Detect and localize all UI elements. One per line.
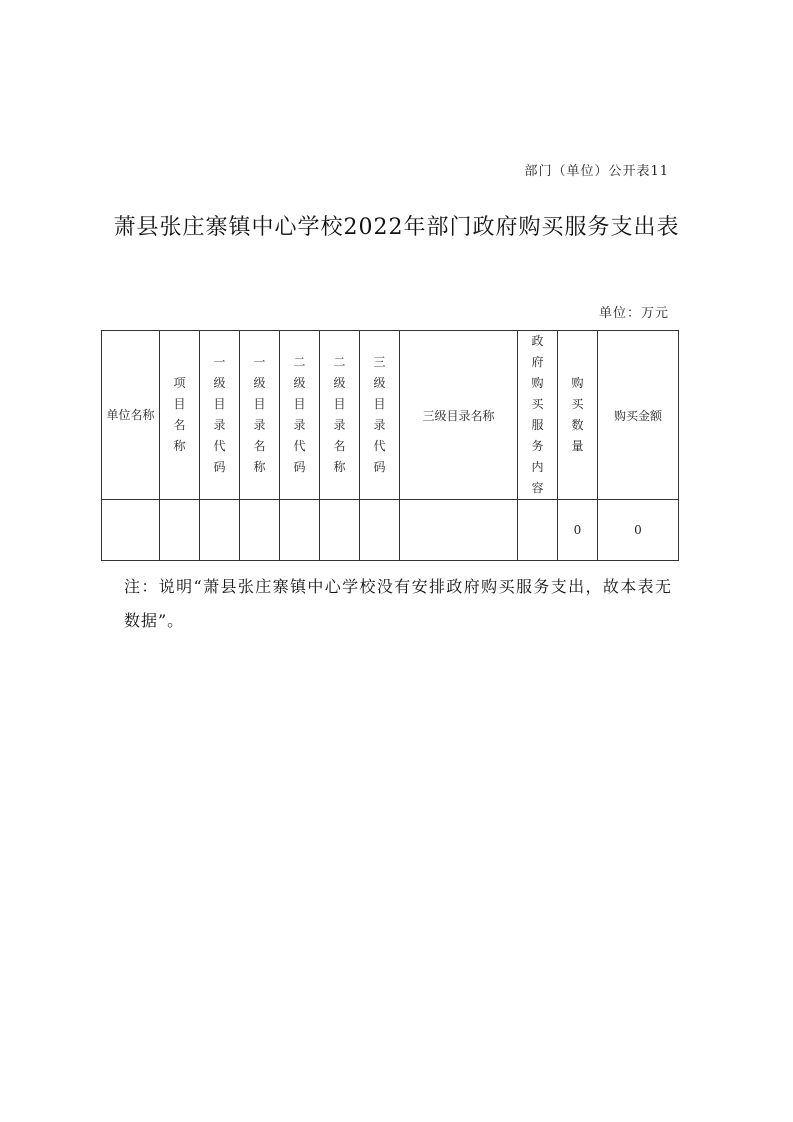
header-level2-name: 二级目录名称 xyxy=(320,331,360,500)
header-level3-code: 三级目录代码 xyxy=(360,331,400,500)
header-project-name: 项目名称 xyxy=(160,331,200,500)
cell-project-name xyxy=(160,500,200,561)
header-service-content: 政府购买服务内容 xyxy=(518,331,558,500)
cell-level1-code xyxy=(200,500,240,561)
cell-quantity: 0 xyxy=(558,500,598,561)
cell-level2-code xyxy=(280,500,320,561)
service-expenditure-table xyxy=(101,330,679,561)
cell-level3-name xyxy=(400,500,518,561)
cell-level1-name xyxy=(240,500,280,561)
header-unit-name: 单位名称 xyxy=(102,331,160,500)
cell-unit-name xyxy=(102,500,160,561)
cell-amount: 0 xyxy=(598,500,679,561)
explanation-note: 注：说明“萧县张庄寨镇中心学校没有安排政府购买服务支出，故本表无数据”。 xyxy=(124,577,672,630)
cell-level3-code xyxy=(360,500,400,561)
table-row xyxy=(102,500,679,561)
table-header-row xyxy=(102,331,679,500)
header-level2-code: 二级目录代码 xyxy=(280,331,320,500)
header-quantity: 购买数量 xyxy=(558,331,598,500)
header-level1-code: 一级目录代码 xyxy=(200,331,240,500)
header-level1-name: 一级目录名称 xyxy=(240,331,280,500)
header-level3-name: 三级目录名称 xyxy=(400,331,518,500)
page-title: 萧县张庄寨镇中心学校2022年部门政府购买服务支出表 xyxy=(113,215,680,240)
cell-level2-name xyxy=(320,500,360,561)
cell-service-content xyxy=(518,500,558,561)
header-amount: 购买金额 xyxy=(598,331,679,500)
unit-label: 单位：万元 xyxy=(598,306,669,321)
table-number: 部门（单位）公开表11 xyxy=(524,164,669,179)
